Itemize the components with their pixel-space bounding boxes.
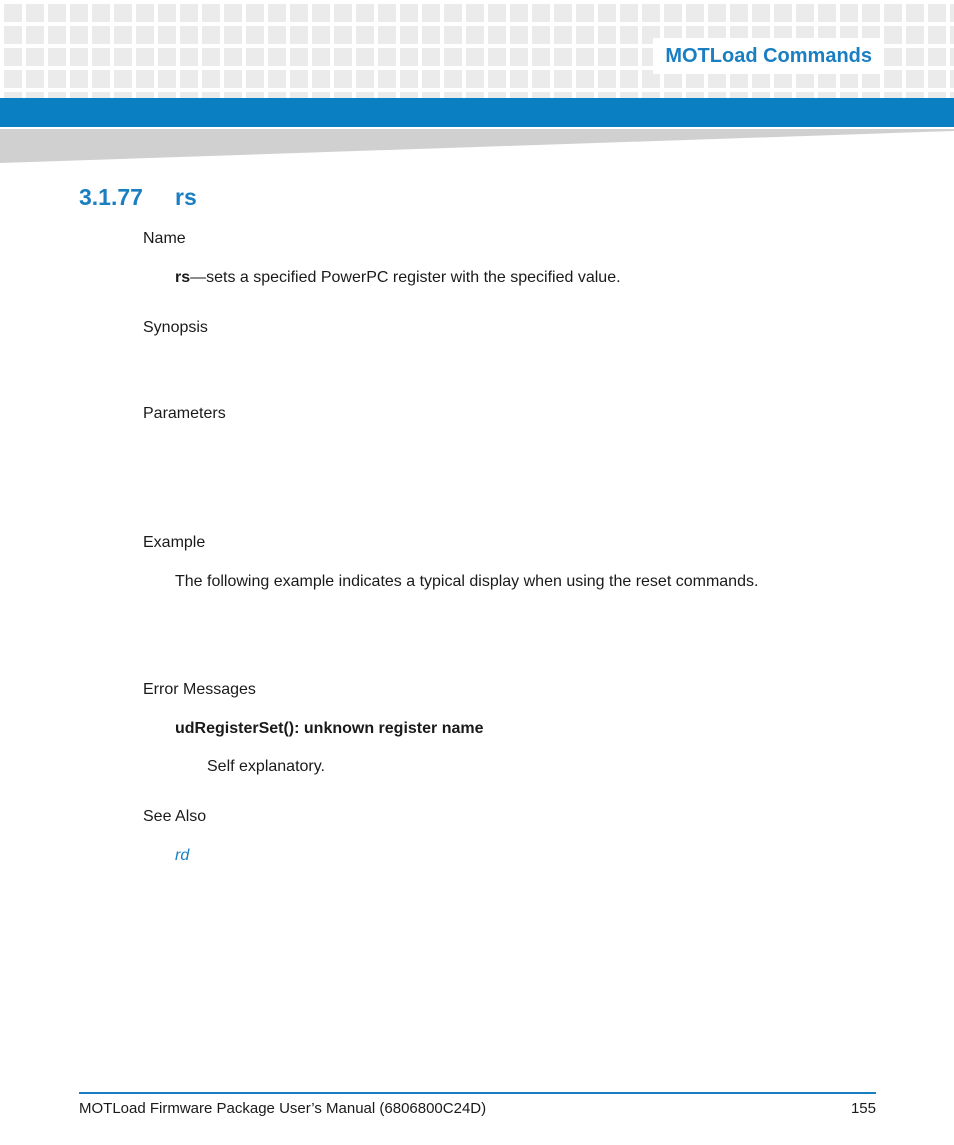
see-also-link-rd[interactable]: rd: [175, 847, 190, 864]
see-also-label: See Also: [143, 808, 207, 825]
section-heading: [79, 184, 197, 211]
command-description: —sets a specified PowerPC register with the specified value.: [190, 269, 621, 286]
command-name: rs: [175, 269, 191, 286]
example-label: Example: [143, 534, 206, 551]
section-number: 3.1.77: [79, 184, 143, 210]
error-messages-label: Error Messages: [143, 681, 256, 698]
header-title: MOTLoad Commands: [665, 44, 872, 67]
example-text: The following example indicates a typical display when using the reset commands.: [175, 573, 759, 590]
header-gray-wedge: [0, 129, 954, 163]
section-title: rs: [175, 184, 197, 210]
error-message: udRegisterSet(): unknown register name: [175, 720, 484, 737]
name-description: [175, 269, 621, 287]
synopsis-label: Synopsis: [143, 319, 208, 336]
name-label: Name: [143, 230, 186, 247]
error-explanation: Self explanatory.: [207, 758, 325, 775]
footer-rule: [79, 1092, 876, 1094]
footer-manual-title: MOTLoad Firmware Package User’s Manual (6806800C24D): [79, 1100, 487, 1117]
header-blue-bar: [0, 98, 954, 127]
parameters-label: Parameters: [143, 405, 226, 422]
page-number: 155: [850, 1100, 876, 1117]
header-title-box: [653, 38, 884, 74]
